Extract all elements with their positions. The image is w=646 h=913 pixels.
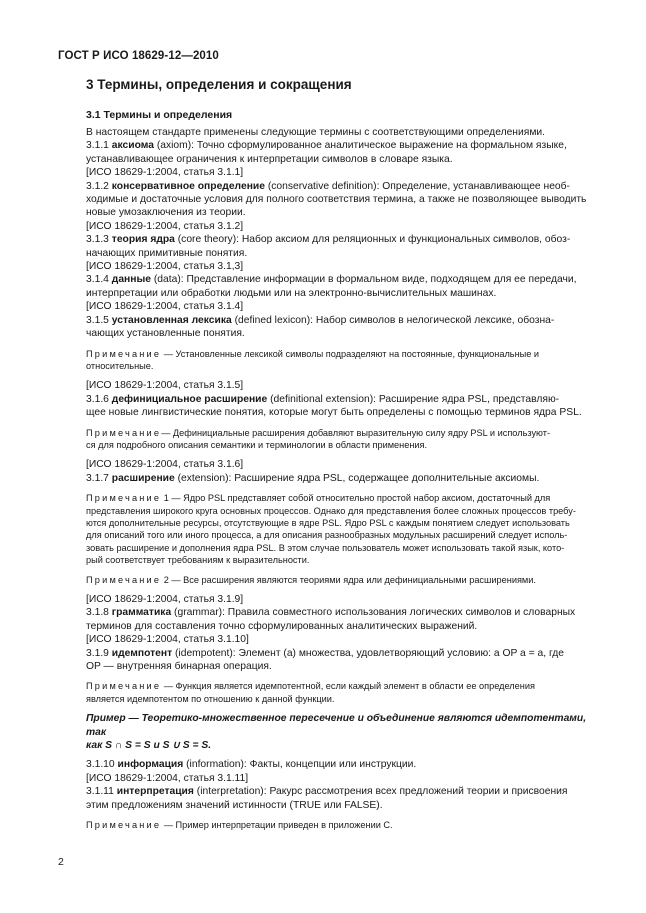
reference: [ИСО 18629-1:2004, статья 3.1.11]	[86, 772, 249, 784]
term-name: информация	[117, 759, 184, 771]
term-name: грамматика	[111, 607, 172, 619]
note: Примечание — Установленные лексикой символы подразделяют на постоянные, функциональные и относительные.	[86, 348, 540, 371]
reference: [ИСО 18629-1:2004, статья 3.1.10]	[86, 634, 249, 646]
term-name: интерпретация	[116, 786, 194, 798]
intro-paragraph: В настоящем стандарте применены следующие термины с соответствующими определениями.	[86, 127, 546, 138]
reference: [ИСО 18629-1:2004, статья 3.1.1]	[86, 167, 244, 179]
note-label: Примечание	[86, 493, 162, 504]
term-entry-data: 3.1.4 данные (data): Представление информации в формальном виде, подходящем для ее передачи, интерпретации или обработки людьми или на электронно-вычислительных машинах.	[86, 274, 577, 299]
reference: [ИСО 18629-1:2004, статья 3.1.4]	[86, 301, 244, 313]
note-label: Примечание	[86, 820, 162, 831]
page-number: 2	[58, 856, 64, 868]
document-header: ГОСТ Р ИСО 18629-12—2010	[58, 50, 219, 62]
term-entry-grammar: 3.1.8 грамматика (grammar): Правила совместного использования логических символов и словарных терминов для составления точно сформулированных аналитических выражений.	[86, 607, 576, 632]
content-body	[86, 126, 594, 839]
example: Пример — Теоретико-множественное пересечение и объединение являются идемпотентами, так как S ∩ S = S и S ∪ S = S.	[86, 713, 587, 752]
reference: [ИСО 18629-1:2004, статья 3.1.2]	[86, 220, 244, 232]
note-label: Примечание	[86, 681, 162, 692]
note: Примечание— Дефинициальные расширения добавляют выразительную силу ядру PSL и используют- ся для подробного описания семантики и терминологии в области применения.	[86, 427, 551, 450]
reference: [ИСО 18629-1:2004, статья 3.1.6]	[86, 459, 244, 471]
note-label: Примечание	[86, 574, 162, 585]
term-name: дефинициальное расширение	[111, 393, 268, 405]
term-entry-definitional-extension: 3.1.6 дефинициальное расширение (definitional extension): Расширение ядра PSL, представляю- щее новые лингвистические понятия, которые могут быть определены с помощью терминов ядра PSL.	[86, 393, 582, 419]
reference: [ИСО 18629-1:2004, статья 3.1,3]	[86, 261, 244, 273]
term-name: данные	[111, 274, 152, 286]
term-name: идемпотент	[111, 647, 173, 659]
reference: [ИСО 18629-1:2004, статья 3.1.9]	[86, 594, 244, 605]
note-1: Примечание 1 — Ядро PSL представляет собой относительно простой набор аксиом, достаточный для представления широкого круга основных процессов. Однако для представления более сложных процессов требу- ются дополнительные ресурсы, отсутствующие в ядре PSL. Ядро PSL с каждым понятием следует использовать для описаний того или иного процесса, а для описания разнообразных модульных расширений следует исполь- зовать расширение и дополнения ядра PSL. В этом случае пользователь может использовать такой язык, кото- рый соответствует требованиям к выразительности.	[86, 493, 576, 566]
subsection-title: 3.1 Термины и определения	[86, 109, 233, 121]
term-name: установленная лексика	[111, 314, 232, 326]
term-name: консервативное определение	[111, 180, 265, 192]
term-name: аксиома	[111, 140, 154, 152]
term-entry-defined-lexicon: 3.1.5 установленная лексика (defined lexicon): Набор символов в нелогической лексике, обозна- чающих установленные понятия.	[86, 314, 555, 340]
note: Примечание — Пример интерпретации приведен в приложении С.	[86, 820, 393, 831]
note: Примечание — Функция является идемпотентной, если каждый элемент в области ее определения является идемпотентом по отношению к данной функции.	[86, 681, 535, 704]
term-entry-interpretation: 3.1.11 интерпретация (interpretation): Ракурс рассмотрения всех предложений теории и присвоения этим предложениям значений истинности (TRUE или FALSE).	[86, 786, 568, 811]
term-entry-idempotent: 3.1.9 идемпотент (idempotent): Элемент (a) множества, удовлетворяющий условию: a OP a = a, где OP — внутренняя бинарная операция.	[86, 647, 564, 673]
section-title: 3 Термины, определения и сокращения	[86, 77, 352, 92]
term-entry-information: 3.1.10 информация (information): Факты, концепции или инструкции.	[86, 759, 417, 771]
note-2: Примечание 2 — Все расширения являются теориями ядра или дефинициальными расширениями.	[86, 574, 536, 585]
term-name: теория ядра	[111, 234, 175, 246]
term-name: расширение	[111, 472, 175, 484]
note-label: Примечание	[86, 348, 162, 359]
term-entry-axiom: 3.1.1 аксиома (axiom): Точно сформулированное аналитическое выражение на формальном языке, устанавливающее ограничения к интерпретации символов в словаре языка.	[86, 140, 567, 165]
note-label: Примечание	[86, 427, 162, 438]
reference: [ИСО 18629-1:2004, статья 3.1.5]	[86, 380, 244, 392]
term-entry-conservative-definition: 3.1.2 консервативное определение (conservative definition): Определение, устанавливающее необ- ходимые и достаточные условия для полного соответствия термина, а также не позволяющее выводить новые умозаключения из теории.	[86, 180, 587, 219]
term-entry-extension: 3.1.7 расширение (extension): Расширение ядра PSL, содержащее дополнительные аксиомы.	[86, 472, 540, 484]
term-entry-core-theory: 3.1.3 теория ядра (core theory): Набор аксиом для реляционных и функциональных символов, обоз- начающих примитивные понятия.	[86, 234, 571, 259]
